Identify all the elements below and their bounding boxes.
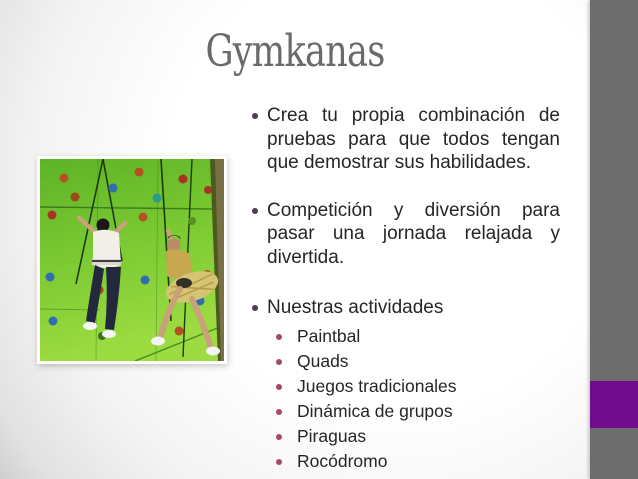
sublist-item-label: Quads (297, 350, 349, 371)
climbing-wall-photo (37, 156, 227, 364)
sub-bullet-dot-icon (276, 459, 282, 465)
sublist-item (276, 424, 560, 449)
bullet-item (250, 296, 560, 474)
sublist-item (276, 399, 560, 424)
bullet-text: Competición y diversión para pasar una jornada relajada y divertida. (267, 199, 560, 268)
sublist-item (276, 324, 560, 349)
climbing-wall-illustration (40, 159, 224, 361)
bullet-dot-icon (252, 208, 258, 214)
sublist-item-label: Rocódromo (297, 450, 388, 471)
sublist-item-label: Paintbal (297, 325, 361, 346)
sublist-item (276, 349, 560, 374)
sub-bullet-dot-icon (276, 384, 282, 390)
bullet-list (250, 104, 560, 474)
right-accent-bar (590, 0, 638, 479)
sub-bullet-dot-icon (276, 409, 282, 415)
bullet-item (250, 199, 560, 270)
sublist-item-label: Juegos tradicionales (297, 375, 457, 396)
bullet-item (250, 104, 560, 175)
slide-body (250, 104, 560, 474)
sublist-item-label: Dinámica de grupos (297, 400, 453, 421)
purple-accent-square (590, 381, 638, 428)
sublist-item (276, 374, 560, 399)
sub-bullet-dot-icon (276, 359, 282, 365)
bullet-dot-icon (252, 113, 258, 119)
sub-bullet-dot-icon (276, 434, 282, 440)
bullet-dot-icon (252, 305, 258, 311)
page-title: Gymkanas (205, 26, 385, 77)
sublist-item-label: Piraguas (297, 425, 367, 446)
sublist-item (276, 449, 560, 474)
sub-bullet-dot-icon (276, 334, 282, 340)
activities-sublist (267, 324, 560, 474)
bullet-text: Crea tu propia combinación de pruebas para que todos tengan que demostrar sus habilidades. (267, 105, 560, 173)
bullet-text: Nuestras actividades (267, 297, 444, 318)
